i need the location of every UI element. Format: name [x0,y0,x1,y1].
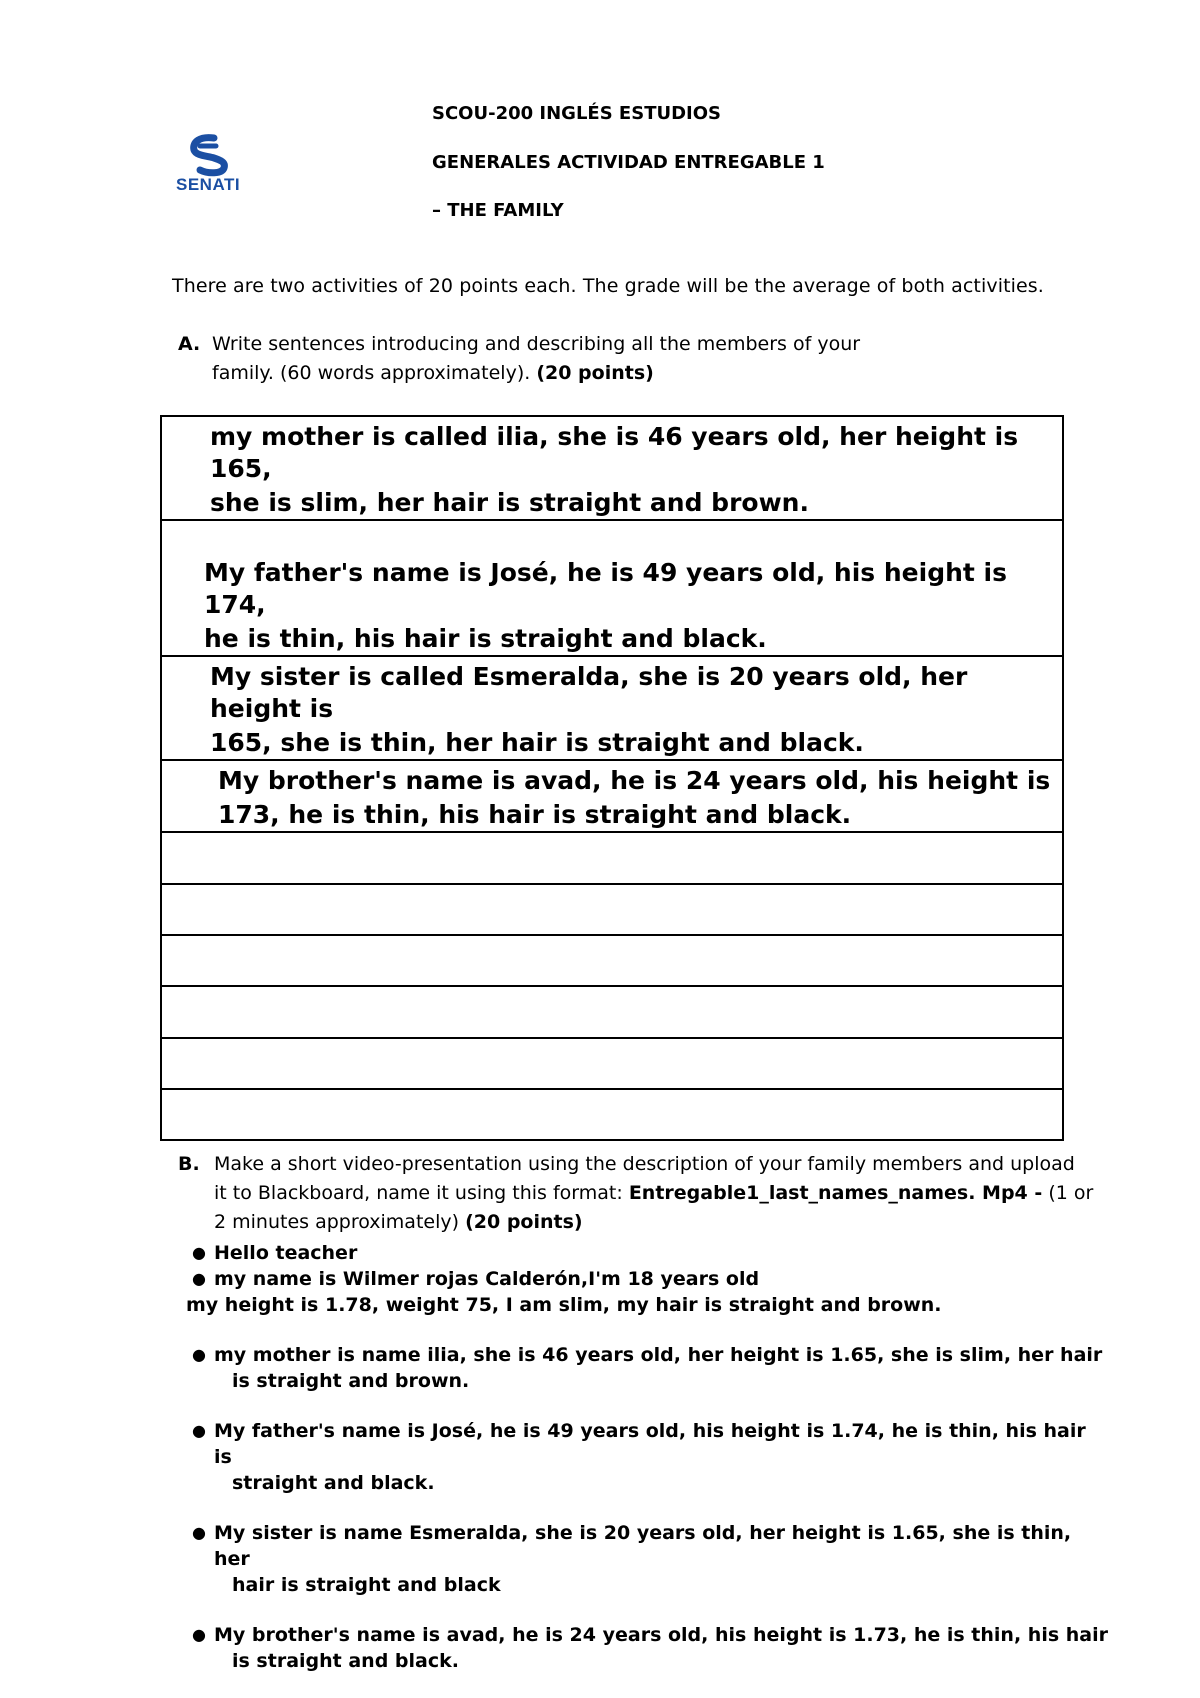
answer-line: My brother's name is avad, he is 24 years old, his height is [218,766,1051,795]
activity-a-line-1: Write sentences introducing and describing all the members of your [212,333,861,355]
bullet-icon: ● [192,1523,206,1542]
activity-b-line-3 [214,1208,1098,1237]
self-description-text: my height is 1.78, weight 75, I am slim, my hair is straight and brown. [186,1294,942,1316]
activity-b-line-1: Make a short video-presentation using the description of your family members and upload [214,1153,1075,1175]
activity-a-points: (20 points) [536,362,654,384]
list-item [190,1622,1110,1648]
answer-cell[interactable] [161,416,1063,520]
activity-a-text [212,330,1078,388]
bullet-icon: ● [192,1345,206,1364]
logo-text: SENATI [176,175,241,194]
sister-text-line-2: hair is straight and black [232,1574,501,1596]
table-row [161,884,1063,935]
header-title-line-1: SCOU-200 INGLÉS ESTUDIOS [432,103,721,124]
greeting-text: Hello teacher [214,1242,358,1264]
activity-b-line-3-text: 2 minutes approximately) [214,1211,466,1233]
table-row [161,1038,1063,1089]
activity-b-line-2-pre: it to Blackboard, name it using this format: [214,1182,629,1204]
answer-line: 173, he is thin, his hair is straight and black. [218,800,852,829]
father-text-line-2: straight and black. [232,1472,435,1494]
activity-b-line-2-post: (1 or [1042,1182,1094,1204]
answer-line: 165, she is thin, her hair is straight and black. [210,728,864,757]
answer-cell[interactable] [161,760,1063,832]
father-text-line-1: My father's name is José, he is 49 years old, his height is 1.74, he is thin, his hair is [214,1420,1086,1468]
bullet-icon: ● [192,1625,206,1644]
header-title-line-3: – THE FAMILY [432,200,564,221]
mother-text-line-1: my mother is name ilia, she is 46 years old, her height is 1.65, she is slim, her hair [214,1344,1103,1366]
table-row [161,760,1063,832]
activity-b [178,1150,1098,1237]
table-row [161,1089,1063,1140]
bullet-icon: ● [192,1269,206,1288]
list-item [190,1240,1110,1266]
bullet-icon: ● [192,1421,206,1440]
activity-b-filename: Entregable1_last_names_names. Mp4 - [628,1182,1043,1204]
answer-line: my mother is called ilia, she is 46 years old, her height is 165, [210,422,1019,483]
header-title-line-2: GENERALES ACTIVIDAD ENTREGABLE 1 [432,152,825,173]
answer-line: she is slim, her hair is straight and brown. [210,488,809,517]
activity-b-points: (20 points) [465,1211,583,1233]
list-item [190,1520,1110,1572]
list-item [190,1418,1110,1470]
answer-line: My sister is called Esmeralda, she is 20 years old, her height is [210,662,968,723]
table-row [161,520,1063,656]
answer-cell-empty[interactable] [161,832,1063,884]
answer-cell-empty[interactable] [161,1038,1063,1089]
answer-cell[interactable] [161,520,1063,656]
answer-table [160,415,1064,1141]
bullet-icon: ● [192,1243,206,1262]
activity-a [178,330,1078,388]
activity-b-label: B. [178,1153,200,1175]
answer-line: My father's name is José, he is 49 years old, his height is 174, [204,558,1007,619]
mother-text-line-2: is straight and brown. [232,1370,470,1392]
list-item [190,1266,1110,1292]
activity-b-text [214,1150,1098,1237]
answer-cell[interactable] [161,656,1063,760]
self-intro-text: my name is Wilmer rojas Calderón,I'm 18 years old [214,1268,760,1290]
activity-a-line-2-text: family. (60 words approximately). [212,362,537,384]
intro-text: There are two activities of 20 points each. The grade will be the average of both activities. [172,275,1044,297]
answer-cell-empty[interactable] [161,884,1063,935]
answer-line: he is thin, his hair is straight and black. [204,624,767,653]
presentation-script [186,1240,1110,1674]
table-row [161,986,1063,1038]
activity-a-line-2 [212,359,1078,388]
table-row [161,935,1063,986]
brother-text-line-1: My brother's name is avad, he is 24 years old, his height is 1.73, he is thin, his hair [214,1624,1108,1646]
answer-cell-empty[interactable] [161,986,1063,1038]
table-row [161,832,1063,884]
activity-b-line-2 [214,1179,1098,1208]
list-item [190,1342,1110,1368]
table-row [161,416,1063,520]
answer-cell-empty[interactable] [161,935,1063,986]
sister-text-line-1: My sister is name Esmeralda, she is 20 years old, her height is 1.65, she is thin, her [214,1522,1072,1570]
table-row [161,656,1063,760]
answer-cell-empty[interactable] [161,1089,1063,1140]
brother-text-line-2: is straight and black. [232,1650,459,1672]
activity-a-label: A. [178,333,201,355]
